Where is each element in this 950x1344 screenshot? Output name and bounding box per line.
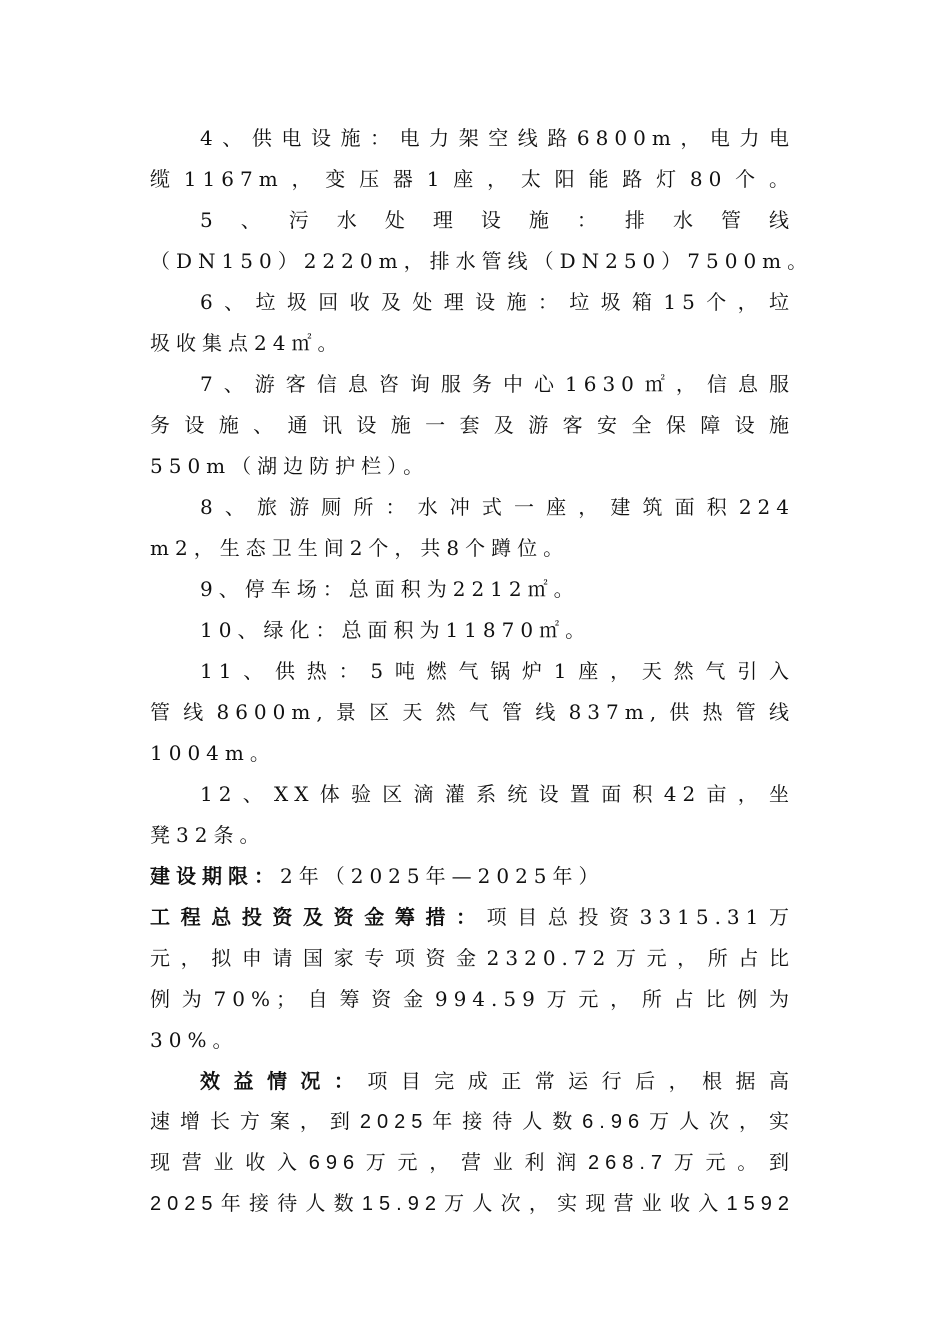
text-line: 550m（湖边防护栏）。 (150, 454, 430, 478)
text-line: 8、旅游厕所：水冲式一座，建筑面积224 (200, 495, 795, 519)
text-line: （DN150）2220m，排水管线（DN250）7500m。 (150, 249, 814, 273)
text-line: m2，生态卫生间2个，共8个蹲位。 (150, 536, 570, 560)
section-label: 建设期限： (150, 864, 280, 888)
text-line: 凳32条。 (150, 823, 266, 847)
text-line: 11、供热：5吨燃气锅炉1座，天然气引入 (200, 659, 795, 683)
text-line: 10、绿化：总面积为11870㎡。 (200, 618, 592, 642)
text-line: 5、污水处理设施：排水管线 (200, 208, 795, 232)
section-label: 效益情况： (200, 1069, 368, 1093)
text-line: 30%。 (150, 1028, 239, 1052)
document-page (150, 118, 814, 1225)
text-line: 圾收集点24㎡。 (150, 331, 344, 355)
text-line: 管线8600m,景区天然气管线837m,供热管线 (150, 700, 795, 724)
benefit-paragraph (150, 1061, 795, 1102)
construction-period (150, 856, 795, 897)
text-line: 现营业收入696万元，营业利润268.7万元。到 (150, 1152, 795, 1174)
section-text: 2年（2025年—2025年） (280, 864, 605, 888)
text-line: 4、供电设施：电力架空线路6800m，电力电 (200, 126, 795, 150)
text-line: 元，拟申请国家专项资金2320.72万元，所占比 (150, 946, 795, 970)
text-line: 务设施、通讯设施一套及游客安全保障设施 (150, 413, 795, 437)
text-line: 7、游客信息咨询服务中心1630㎡，信息服 (200, 372, 795, 396)
text-line: 1004m。 (150, 741, 276, 765)
section-text: 项目总投资3315.31万 (486, 905, 795, 929)
text-line: 缆1167m，变压器1座，太阳能路灯80个。 (150, 167, 795, 191)
section-label: 工程总投资及资金筹措： (150, 905, 487, 929)
text-line: 9、停车场：总面积为2212㎡。 (200, 577, 580, 601)
text-line: 2025年接待人数15.92万人次，实现营业收入1592 (150, 1193, 795, 1215)
text-line: 6、垃圾回收及处理设施：垃圾箱15个，垃 (200, 290, 795, 314)
text-line: 例为70%；自筹资金994.59万元，所占比例为 (150, 987, 795, 1011)
section-text: 项目完成正常运行后，根据高 (367, 1071, 796, 1093)
text-line: 12、XX体验区滴灌系统设置面积42亩，坐 (200, 782, 795, 806)
text-line: 速增长方案，到2025年接待人数6.96万人次，实 (150, 1111, 795, 1133)
investment-paragraph (150, 897, 795, 938)
